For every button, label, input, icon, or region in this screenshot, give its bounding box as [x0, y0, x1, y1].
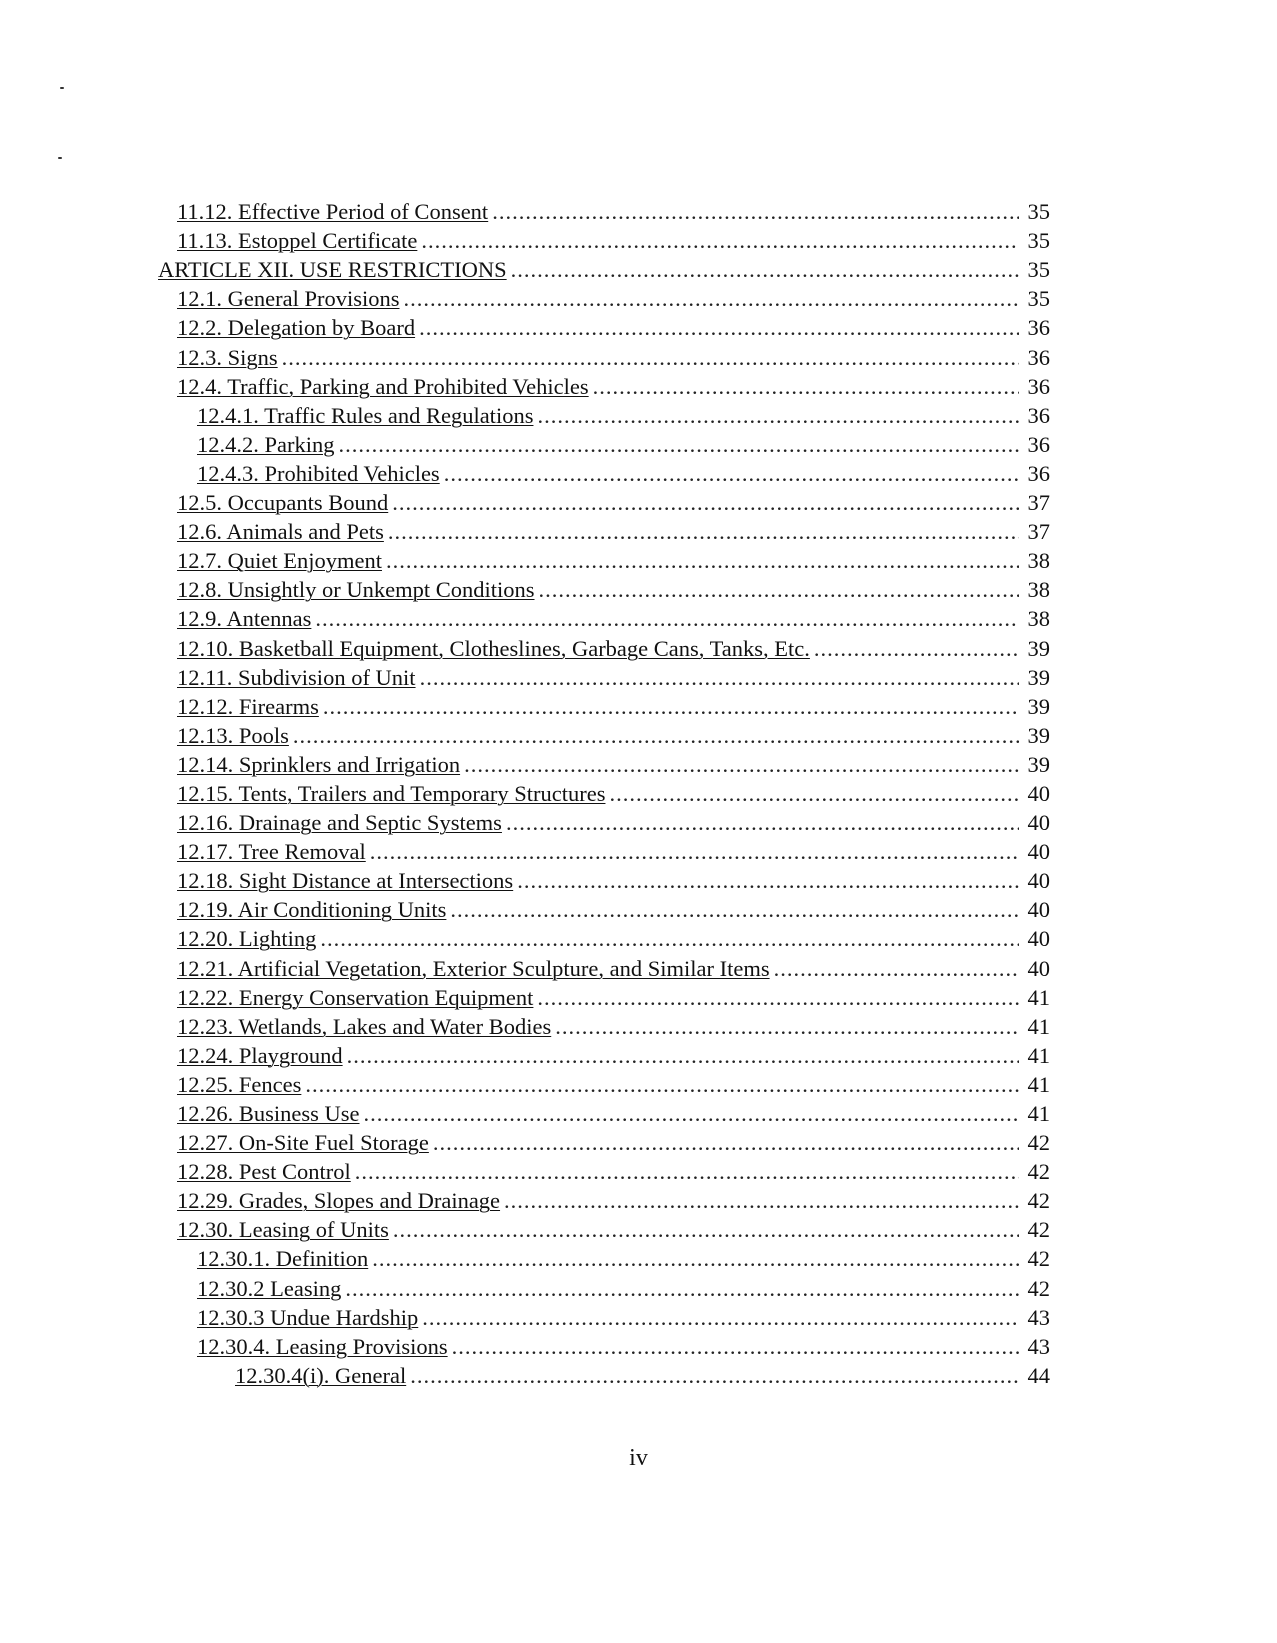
toc-entry-label[interactable]: ARTICLE XII. USE RESTRICTIONS: [158, 257, 507, 283]
toc-entry-page: 41: [1027, 1071, 1050, 1097]
toc-entry-page: 44: [1027, 1362, 1050, 1388]
dot-leader: [537, 985, 1019, 1011]
toc-entry-page: 36: [1027, 402, 1050, 428]
dot-leader: [609, 781, 1019, 807]
dot-leader: [347, 1043, 1019, 1069]
toc-entry-label[interactable]: 12.28. Pest Control: [177, 1159, 351, 1185]
toc-entry[interactable]: [177, 1214, 1050, 1243]
toc-entry-page: 40: [1027, 955, 1050, 981]
toc-entry-page: 42: [1027, 1188, 1050, 1214]
toc-entry-page: 36: [1027, 373, 1050, 399]
toc-entry-label[interactable]: 11.12. Effective Period of Consent: [177, 199, 489, 225]
dot-leader: [433, 1130, 1019, 1156]
toc-entry-page: 39: [1027, 722, 1050, 748]
toc-entry[interactable]: [235, 1360, 1050, 1389]
toc-entry-label[interactable]: 12.17. Tree Removal: [177, 839, 366, 865]
toc-entry[interactable]: [177, 923, 1050, 952]
toc-entry-page: 42: [1027, 1275, 1050, 1301]
toc-entry-label[interactable]: 12.25. Fences: [177, 1071, 302, 1097]
toc-entry[interactable]: [177, 662, 1050, 691]
toc-entry-label[interactable]: 12.30.2 Leasing: [197, 1275, 342, 1301]
toc-entry-label[interactable]: 12.5. Occupants Bound: [177, 490, 389, 516]
toc-entry[interactable]: [177, 1069, 1050, 1098]
scan-speck: [58, 157, 62, 159]
toc-entry[interactable]: [197, 429, 1050, 458]
toc-entry[interactable]: [177, 487, 1050, 516]
toc-entry-label[interactable]: 12.11. Subdivision of Unit: [177, 664, 416, 690]
toc-entry-page: 40: [1027, 868, 1050, 894]
toc-entry[interactable]: [197, 400, 1050, 429]
toc-entry[interactable]: [177, 1156, 1050, 1185]
toc-entry-page: 42: [1027, 1159, 1050, 1185]
toc-entry-page: 43: [1027, 1333, 1050, 1359]
toc-entry[interactable]: [177, 691, 1050, 720]
dot-leader: [517, 868, 1019, 894]
toc-entry-label[interactable]: 12.10. Basketball Equipment, Clotheslines, Garbage Cans, Tanks, Etc.: [177, 635, 810, 661]
toc-entry-label[interactable]: 12.30.4. Leasing Provisions: [197, 1333, 448, 1359]
dot-leader: [386, 548, 1019, 574]
dot-leader: [511, 257, 1019, 283]
dot-leader: [539, 577, 1019, 603]
toc-entry[interactable]: [177, 894, 1050, 923]
toc-entry-label[interactable]: 12.3. Signs: [177, 344, 278, 370]
dot-leader: [315, 606, 1019, 632]
dot-leader: [403, 286, 1019, 312]
toc-entry-label[interactable]: 12.19. Air Conditioning Units: [177, 897, 447, 923]
toc-entry-page: 39: [1027, 751, 1050, 777]
dot-leader: [452, 1334, 1019, 1360]
toc-entry-page: 41: [1027, 1013, 1050, 1039]
toc-entry-label[interactable]: 12.9. Antennas: [177, 606, 312, 632]
dot-leader: [370, 839, 1019, 865]
dot-leader: [814, 636, 1019, 662]
dot-leader: [323, 694, 1019, 720]
dot-leader: [492, 199, 1019, 225]
toc-entry[interactable]: [177, 720, 1050, 749]
toc-entry[interactable]: [177, 807, 1050, 836]
toc-entry-label[interactable]: 12.24. Playground: [177, 1042, 343, 1068]
toc-entry-label[interactable]: 12.6. Animals and Pets: [177, 519, 384, 545]
toc-entry-label[interactable]: 12.16. Drainage and Septic Systems: [177, 810, 502, 836]
toc-entry[interactable]: [197, 1243, 1050, 1272]
toc-entry-label[interactable]: 12.18. Sight Distance at Intersections: [177, 868, 514, 894]
toc-entry-page: 38: [1027, 606, 1050, 632]
toc-entry-page: 37: [1027, 490, 1050, 516]
toc-entry-label[interactable]: 12.13. Pools: [177, 722, 289, 748]
toc-entry-page: 40: [1027, 897, 1050, 923]
toc-entry-label[interactable]: 12.14. Sprinklers and Irrigation: [177, 751, 461, 777]
toc-entry[interactable]: [177, 982, 1050, 1011]
toc-entry-label[interactable]: 12.30.4(i). General: [235, 1362, 407, 1388]
toc-entry-page: 40: [1027, 839, 1050, 865]
dot-leader: [506, 810, 1019, 836]
toc-entry-label[interactable]: 12.30. Leasing of Units: [177, 1217, 389, 1243]
toc-entry[interactable]: [158, 254, 1050, 283]
toc-entry-page: 35: [1027, 257, 1050, 283]
dot-leader: [464, 752, 1019, 778]
toc-entry[interactable]: [197, 1331, 1050, 1360]
toc-entry-page: 35: [1027, 228, 1050, 254]
toc-entry[interactable]: [177, 196, 1050, 225]
toc-entry-label[interactable]: 12.7. Quiet Enjoyment: [177, 548, 382, 574]
dot-leader: [410, 1363, 1019, 1389]
toc-entry-label[interactable]: 12.26. Business Use: [177, 1101, 360, 1126]
toc-entry[interactable]: [177, 1040, 1050, 1069]
dot-leader: [345, 1276, 1019, 1302]
toc-entry-page: 38: [1027, 548, 1050, 574]
toc-entry-page: 41: [1027, 1101, 1050, 1126]
dot-leader: [537, 403, 1019, 429]
dot-leader: [339, 432, 1020, 458]
toc-entry[interactable]: [177, 516, 1050, 545]
toc-entry-page: 38: [1027, 577, 1050, 603]
dot-leader: [392, 490, 1019, 516]
dot-leader: [593, 374, 1019, 400]
toc-entry-page: 39: [1027, 635, 1050, 661]
toc-entry[interactable]: [197, 458, 1050, 487]
toc-entry[interactable]: [177, 836, 1050, 865]
toc-entry[interactable]: [177, 341, 1050, 370]
dot-leader: [293, 723, 1019, 749]
toc-entry-page: 39: [1027, 693, 1050, 719]
toc-entry-page: 36: [1027, 344, 1050, 370]
toc-entry[interactable]: [177, 283, 1050, 312]
toc-entry-label[interactable]: 12.22. Energy Conservation Equipment: [177, 984, 534, 1010]
toc-entry-page: 41: [1027, 1042, 1050, 1068]
toc-entry[interactable]: [177, 632, 1050, 661]
toc-entry-page: 40: [1027, 810, 1050, 836]
dot-leader: [421, 228, 1019, 254]
dot-leader: [774, 956, 1019, 982]
toc-entry-label[interactable]: 12.20. Lighting: [177, 926, 317, 952]
dot-leader: [372, 1246, 1019, 1272]
toc-entry[interactable]: [177, 1011, 1050, 1040]
toc-entry-label[interactable]: 12.4.2. Parking: [197, 431, 335, 457]
toc-entry-label[interactable]: 12.21. Artificial Vegetation, Exterior Sculpture, and Similar Items: [177, 955, 770, 981]
toc-entry[interactable]: [177, 574, 1050, 603]
page-number: iv: [629, 1445, 648, 1471]
dot-leader: [388, 519, 1019, 545]
dot-leader: [355, 1159, 1019, 1185]
toc-entry-page: 36: [1027, 431, 1050, 457]
toc-entry-page: 39: [1027, 664, 1050, 690]
toc-entry-label[interactable]: 12.2. Delegation by Board: [177, 315, 416, 341]
toc-entry[interactable]: [197, 1272, 1050, 1301]
toc-entry-label[interactable]: 12.23. Wetlands, Lakes and Water Bodies: [177, 1013, 552, 1039]
toc-entry-label[interactable]: 12.4.1. Traffic Rules and Regulations: [197, 402, 534, 428]
dot-leader: [305, 1072, 1019, 1098]
dot-leader: [504, 1188, 1019, 1214]
toc-entry-page: 42: [1027, 1130, 1050, 1156]
scan-speck: [60, 87, 64, 89]
toc-entry-page: 35: [1027, 199, 1050, 225]
dot-leader: [555, 1014, 1019, 1040]
dot-leader: [422, 1305, 1019, 1331]
dot-leader: [420, 665, 1019, 691]
toc-entry-label[interactable]: 12.8. Unsightly or Unkempt Conditions: [177, 577, 535, 603]
toc-entry-label[interactable]: 12.29. Grades, Slopes and Drainage: [177, 1188, 501, 1214]
toc-entry-page: 40: [1027, 926, 1050, 952]
toc-entry[interactable]: [177, 1127, 1050, 1156]
toc-entry[interactable]: [197, 1302, 1050, 1331]
toc-entry-page: 41: [1027, 984, 1050, 1010]
toc-entry-label[interactable]: 12.12. Firearms: [177, 693, 319, 719]
toc-entry[interactable]: [177, 952, 1050, 981]
dot-leader: [364, 1101, 1019, 1127]
toc-entry-page: 36: [1027, 315, 1050, 341]
toc-entry[interactable]: [177, 778, 1050, 807]
toc-entry[interactable]: [177, 1098, 1050, 1127]
toc-entry-page: 42: [1027, 1246, 1050, 1272]
toc-entry-label[interactable]: 12.15. Tents, Trailers and Temporary Structures: [177, 780, 606, 806]
toc-entry[interactable]: [177, 225, 1050, 254]
dot-leader: [393, 1217, 1019, 1243]
toc-entry-page: 40: [1027, 780, 1050, 806]
dot-leader: [450, 897, 1019, 923]
dot-leader: [282, 345, 1019, 371]
toc-entry[interactable]: [177, 749, 1050, 778]
dot-leader: [419, 315, 1019, 341]
toc-entry[interactable]: [177, 312, 1050, 341]
toc-entry-label[interactable]: 12.30.1. Definition: [197, 1246, 369, 1272]
toc-entry-label[interactable]: 12.4.3. Prohibited Vehicles: [197, 460, 440, 486]
toc-entry[interactable]: [177, 603, 1050, 632]
toc-entry[interactable]: [177, 865, 1050, 894]
toc-entry-page: 36: [1027, 460, 1050, 486]
toc-entry-page: 35: [1027, 286, 1050, 312]
dot-leader: [320, 926, 1019, 952]
toc-entry-page: 43: [1027, 1304, 1050, 1330]
table-of-contents: [0, 196, 1277, 1389]
toc-entry-label[interactable]: 12.27. On-Site Fuel Storage: [177, 1130, 429, 1156]
toc-entry-label[interactable]: 11.13. Estoppel Certificate: [177, 228, 418, 254]
toc-entry[interactable]: [177, 545, 1050, 574]
toc-entry-page: 37: [1027, 519, 1050, 545]
toc-entry-label[interactable]: 12.4. Traffic, Parking and Prohibited Vehicles: [177, 373, 589, 399]
toc-entry-label[interactable]: 12.1. General Provisions: [177, 286, 400, 312]
toc-entry-label[interactable]: 12.30.3 Undue Hardship: [197, 1304, 419, 1330]
dot-leader: [444, 461, 1019, 487]
toc-entry[interactable]: [177, 1185, 1050, 1214]
toc-entry[interactable]: [177, 371, 1050, 400]
toc-entry-page: 42: [1027, 1217, 1050, 1243]
